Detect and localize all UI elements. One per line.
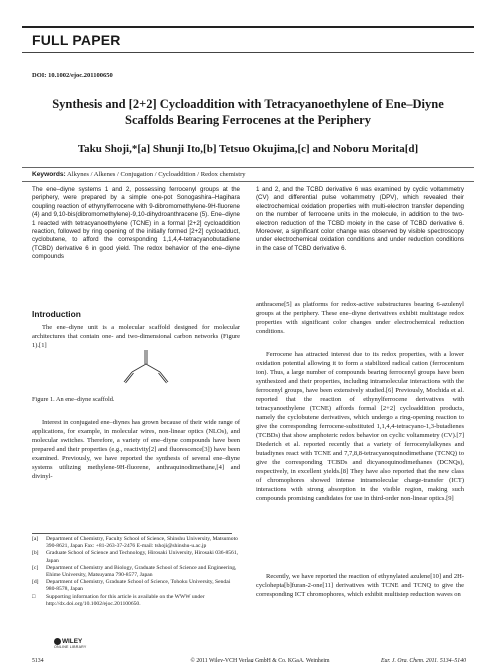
intro-left-paragraph-2: Interest in conjugated ene–diynes has grown because of their wide range of applications, for example, in molecular wires, non-linear optics (NLOs), and molecular switches. Therefore, a variety of ene–diyne compounds have been prepared and their properties (e.g., reactivity[2] and fluorescence[3]) have been examined. Previously, we have reported the synthesis of several ene–diyne systems utilizing methylene-9H-fluorene, anthraquinodimethane,[4] and divinyl-: [32, 419, 240, 480]
authors: Taku Shoji,*[a] Shunji Ito,[b] Tetsuo Okujima,[c] and Noboru Morita[d]: [77, 143, 419, 155]
footnote-rule: [32, 533, 232, 534]
footnote-label: [b]: [32, 550, 39, 557]
abstract-left: The ene–diyne systems 1 and 2, possessing ferrocenyl groups at the periphery, were prepared by a simple one-pot Sonogashira–Hagihara coupling reaction of ethynylferrocene with 9-dibromomethylene-9H-fluorene (4) and 9,10-bis(dibromomethylene)-9,10-dihydroanthracene (5). Ene–diyne 1 reacted with tetracyanoethylene (TCNE) in a formal [2+2] cycloaddition reaction, followed by ring opening of the initially formed [2+2] cycloadduct, cyclobutene, to afford the corresponding 1,1,4,4-tetracyanobutadiene (TCBD) derivative 6 in good yield. The redox behavior of the ene–diyne compounds: [32, 186, 240, 261]
ene-diyne-structure-figure: [120, 346, 170, 386]
keywords-bottom-rule: [22, 181, 474, 182]
intro-right-paragraph-3: Recently, we have reported the reaction of ethynylated azulene[10] and 2H-cyclohepta[b]furan-2-one[11] derivatives with TCNE and TCNQ to give the corresponding ICT chromophores, which exhibit multistep reduction waves on: [256, 573, 464, 598]
page-number: 5134: [32, 658, 44, 662]
doi: DOI: 10.1002/ejoc.201100650: [32, 72, 113, 79]
article-title: [40, 97, 456, 128]
title-line-1: Synthesis and [2+2] Cycloaddition with Tetracyanoethylene of Ene–Diyne: [52, 97, 444, 111]
footnote-label: [a]: [32, 536, 39, 542]
footnote-text: Department of Chemistry, Graduate School of Science, Tohoku University, Sendai 980-8578, Japan: [46, 579, 231, 593]
intro-left-paragraph-1: The ene–diyne unit is a molecular scaffold designed for molecular architectures that contain one- and two-dimensional carbon networks (Figure 1).[1]: [32, 324, 240, 349]
keywords-text: Alkynes / Alkenes / Conjugation / Cycloaddition / Redox chemistry: [67, 171, 246, 178]
header-rule: [22, 52, 474, 53]
footnote-c: [32, 565, 240, 579]
intro-right-paragraph-2: Ferrocene has attracted interest due to its redox properties, with a lower oxidation potential allowing it to form a stabilized radical cation (ferrocenium ion). Thus, a large number of compounds bearing ferrocenyl groups have been synthesized and their properties, including intramolecular interactions with the ferrocenyl groups, have been extensively studied.[6] Previously, Mochida et al. reported that the reaction of ethynylferrocene derivatives with tetracyanoethylene (TCNE) affords formal [2+2] cycloaddition products, namely the cyclobutene derivatives, which undergo a ring-opening reaction to give the corresponding ferrocene-substituted 1,1,4,4-tetracyano-1,3-butadienes (TCBDs) that show amphoteric redox behavior on cyclic voltammetry (CV).[7] Diederich et al. reported recently that a variety of ferrocenylalkynes and butadiynes react with TCNE and 7,7,8,8-tetracyanoquinodimethane (TCNQ) to give the corresponding TCBDs and dicyanoquinodimethanes (DCNQs), respectively, in excellent yields.[8] They have also reported that the new class of chromophores showed intense intramolecular charge-transfer (ICT) interactions with strong absorption in the visible region, making such compounds promising candidates for use in third-order non-linear optics.[9]: [256, 351, 464, 502]
title-line-2: Scaffolds Bearing Ferrocenes at the Periphery: [125, 112, 371, 127]
section-label: FULL PAPER: [32, 32, 121, 48]
copyright: © 2011 Wiley-VCH Verlag GmbH & Co. KGaA, Weinheim: [190, 658, 330, 662]
footnote-text: Graduate School of Science and Technology, Hirosaki University, Hirosaki 036-8561, Japan: [46, 550, 239, 564]
top-rule: [22, 26, 474, 28]
journal-citation: Eur. J. Org. Chem. 2011, 5134–5140: [380, 658, 466, 662]
intro-right-paragraph-1: anthracene[5] as platforms for redox-active substructures bearing 6-azulenyl groups at the periphery. These ene–diyne derivatives exhibit multistage redox properties with significant color changes under electrochemical reduction conditions.: [256, 301, 464, 335]
keywords-label: Keywords:: [32, 171, 66, 178]
abstract-right: 1 and 2, and the TCBD derivative 6 was examined by cyclic voltammetry (CV) and differential pulse voltammetry (DPV), which revealed their electrochemical oxidation properties with multi-electron transfer depending on the number of ferrocene units in the molecule, in addition to the two-electron reduction of the TCBD moiety in the case of TCBD derivative 6. Moreover, a significant color change was observed by visible spectroscopy under electrochemical oxidation conditions and under reduction conditions in the case of TCBD derivative 6.: [256, 186, 464, 252]
footnote-label: [d]: [32, 579, 39, 586]
keywords-line: [32, 171, 246, 178]
keywords-top-rule: [22, 167, 474, 168]
figure-bond-left: [132, 364, 146, 372]
introduction-heading: Introduction: [32, 309, 81, 319]
footnote-text: Department of Chemistry and Biology, Graduate School of Science and Engineering, Ehime University, Matsuyama 790-8577, Japan: [46, 564, 237, 579]
footnote-label: [c]: [32, 564, 39, 571]
footnote-a: [32, 536, 240, 550]
wiley-online-library-logo: WILEY ONLINE LIBRARY: [54, 638, 87, 649]
footnote-supporting-info: [32, 594, 240, 608]
footnote-text: Supporting information for this article is available on the WWW under http://dx.doi.org/10.1002/ejoc.201100650.: [46, 593, 205, 607]
footnote-b: [32, 550, 240, 564]
footnotes: [32, 536, 240, 608]
supporting-info-icon: □: [32, 593, 36, 600]
figure-bond-right: [146, 364, 160, 372]
wiley-logo-icon: [54, 638, 61, 645]
footnote-text: Department of Chemistry, Faculty School of Science, Shinshu University, Matsumoto 390-8621, Japan Fax: +81-263-37-2476 E-mail: tshoji@shinshu-u.ac.jp: [46, 536, 238, 550]
figure-caption: Figure 1. An ene–diyne scaffold.: [32, 396, 115, 403]
footnote-d: [32, 579, 240, 593]
